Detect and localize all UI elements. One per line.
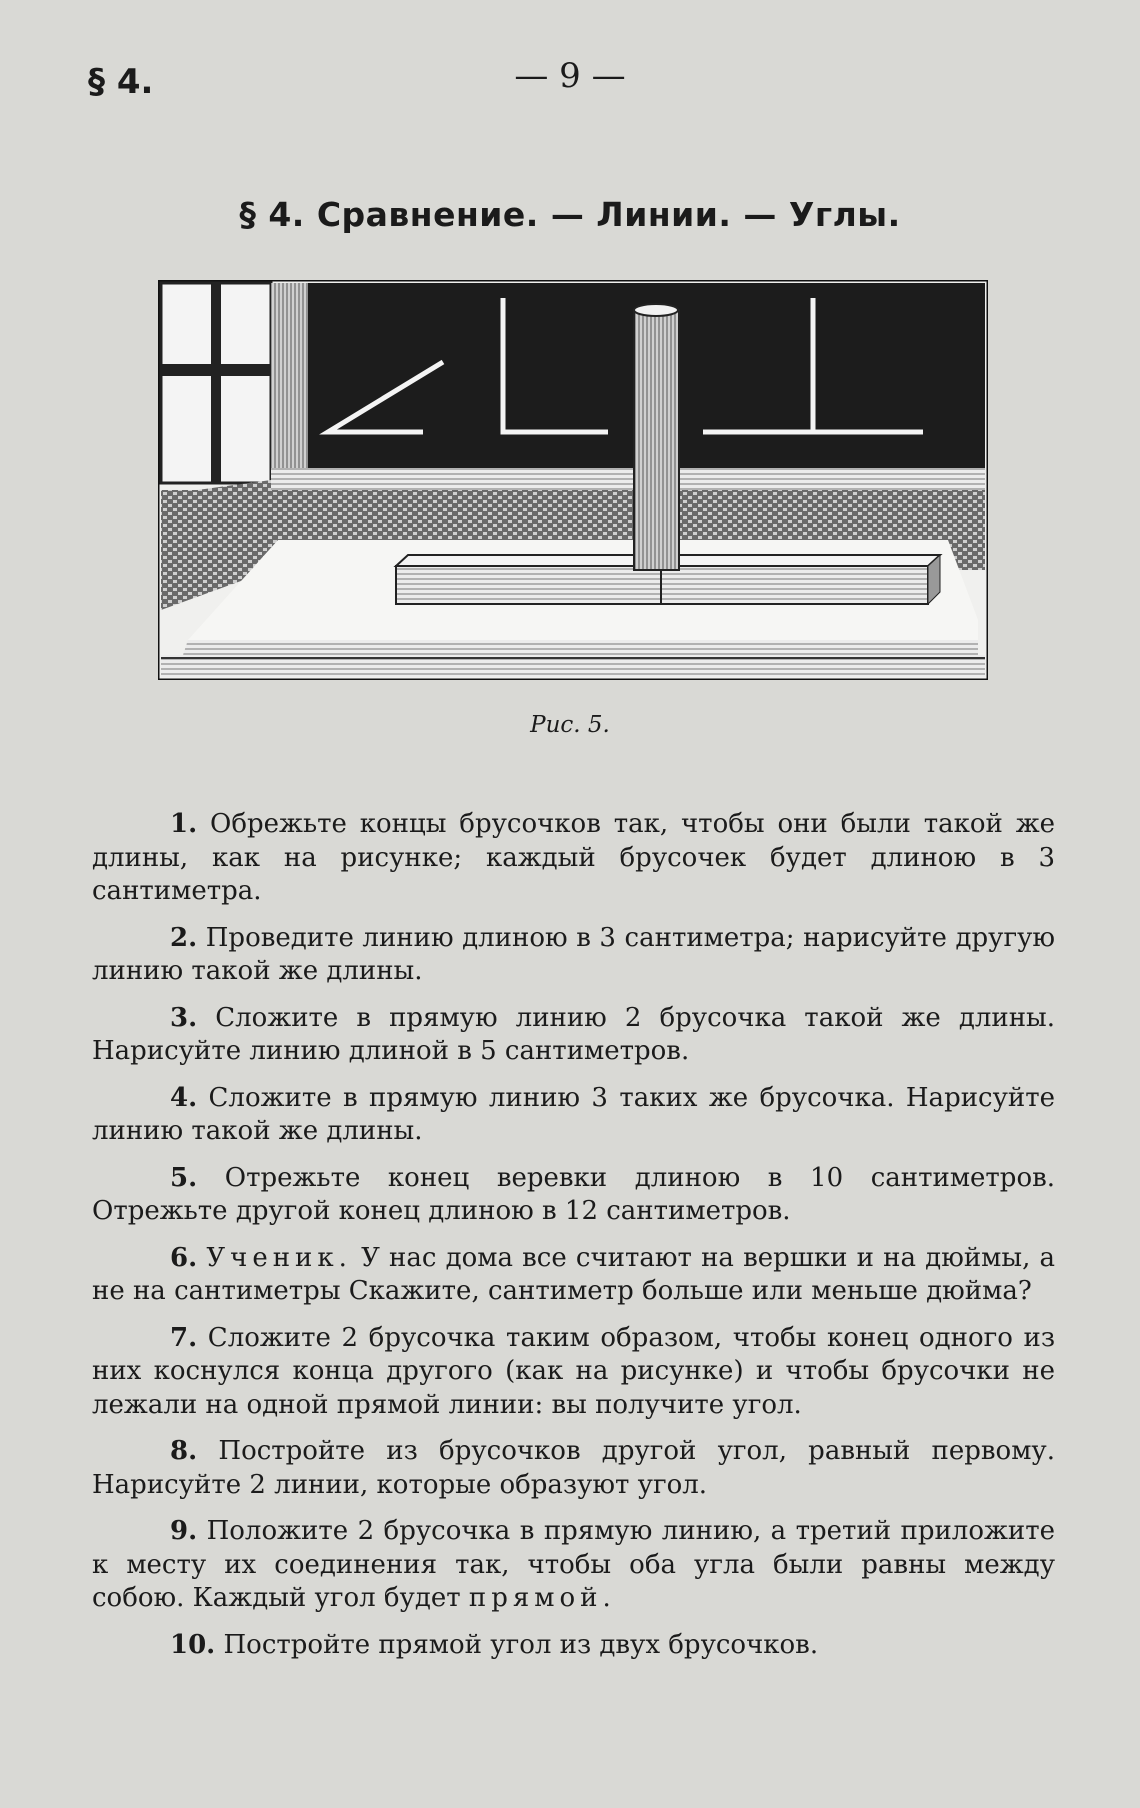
figure-illustration (158, 280, 988, 680)
exercise-1 (92, 808, 1055, 909)
figure-caption: Рис. 5. (530, 712, 610, 738)
exercise-10 (92, 1629, 1055, 1663)
exercise-number: 7. (170, 1322, 198, 1353)
exercise-text: Обрежьте концы брусочков так, чтобы они были такой же длины, как на рисунке; каждый брусочек будет длиною в 3 сантиметра. (92, 809, 1056, 906)
exercise-text: У нас дома все считают на вершки и на дюймы, а не на сантиметры Скажите, сантиметр больше или меньше дюйма? (92, 1242, 1056, 1306)
page-number: — 9 — (514, 56, 626, 96)
exercise-number: 6. (170, 1242, 198, 1273)
exercise-4 (92, 1082, 1055, 1149)
exercise-number: 10. (170, 1629, 216, 1660)
exercise-8 (92, 1435, 1055, 1502)
exercise-6 (92, 1242, 1055, 1309)
exercise-list (92, 808, 1055, 1675)
section-title: § 4. Сравнение. — Линии. — Углы. (239, 195, 901, 234)
exercise-lead: Ученик. (206, 1242, 352, 1273)
exercise-emphasis: прямой. (468, 1583, 616, 1613)
exercise-text: Сложите в прямую линию 3 таких же брусочка. Нарисуйте линию такой же длины. (92, 1082, 1055, 1146)
exercise-number: 2. (170, 922, 198, 953)
exercise-number: 5. (170, 1162, 198, 1193)
section-mark: § 4. (88, 62, 154, 102)
exercise-text: Положите 2 брусочка в прямую линию, а третий приложите к месту их соединения так, чтобы оба угла были равны между собою. Каждый угол будет (92, 1516, 1055, 1613)
exercise-text: Сложите в прямую линию 2 брусочка такой же длины. Нарисуйте линию длиной в 5 сантиметров. (92, 1002, 1056, 1066)
exercise-3 (92, 1002, 1055, 1069)
exercise-text: Сложите 2 брусочка таким образом, чтобы конец одного из них коснулся конца другого (как на рисунке) и чтобы брусочки не лежали на одной прямой линии: вы получите угол. (92, 1322, 1056, 1420)
exercise-9 (92, 1515, 1055, 1616)
exercise-number: 3. (170, 1002, 198, 1033)
vertical-block (634, 310, 679, 570)
exercise-text: Отрежьте конец веревки длиною в 10 сантиметров. Отрежьте другой конец длиною в 12 сантиметров. (92, 1162, 1056, 1226)
exercise-text: Проведите линию длиною в 3 сантиметра; нарисуйте другую линию такой же длины. (92, 922, 1055, 986)
exercise-2 (92, 922, 1055, 989)
exercise-text: Постройте прямой угол из двух брусочков. (223, 1629, 819, 1660)
exercise-7 (92, 1322, 1055, 1423)
exercise-number: 1. (170, 809, 198, 839)
exercise-number: 9. (170, 1516, 198, 1546)
exercise-number: 8. (170, 1436, 198, 1466)
exercise-text: Постройте из брусочков другой угол, равный первому. Нарисуйте 2 линии, которые образуют угол. (92, 1436, 1055, 1500)
running-head (0, 52, 1140, 112)
exercise-number: 4. (170, 1082, 198, 1113)
exercise-5 (92, 1162, 1055, 1229)
